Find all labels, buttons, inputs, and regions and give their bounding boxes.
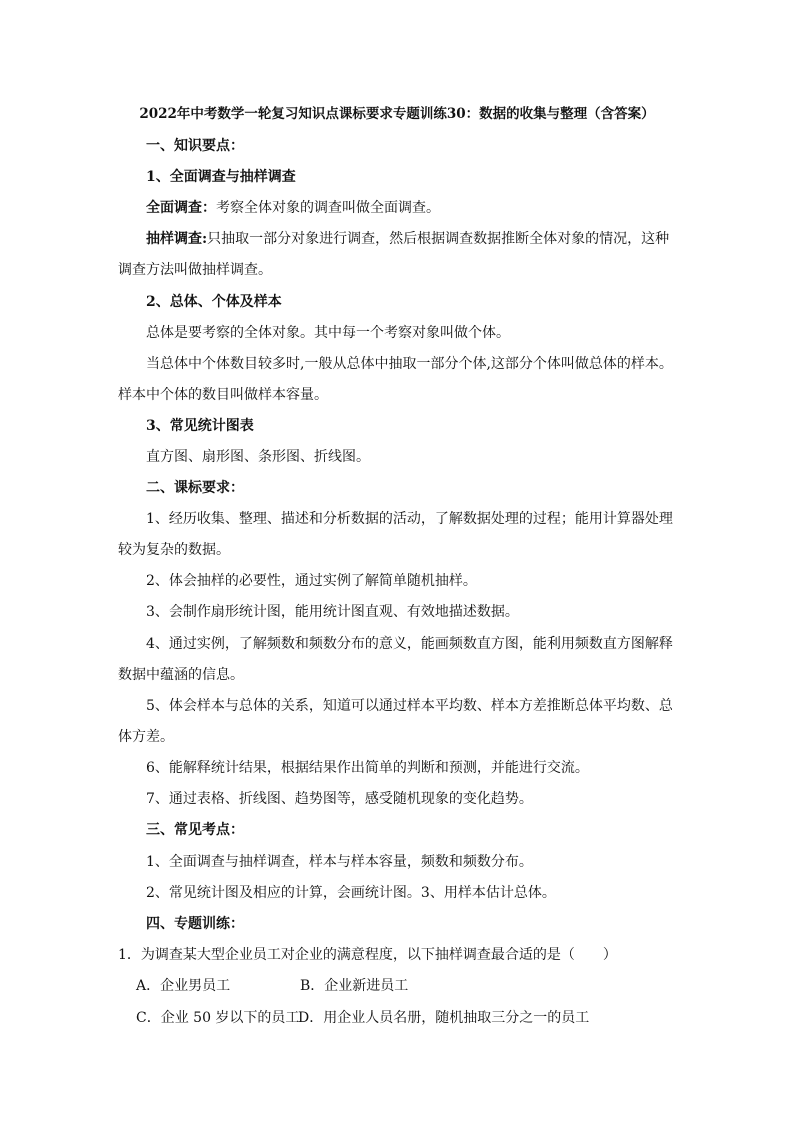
- full-survey-term: 全面调查：: [146, 200, 216, 216]
- chart-types-line: 直方图、扇形图、条形图、折线图。: [146, 449, 370, 465]
- requirement-2: 2、体会抽样的必要性，通过实例了解简单随机抽样。: [146, 573, 477, 589]
- question-1-option-c: C．企业 50 岁以下的员工: [136, 1010, 300, 1026]
- requirement-5: 5、体会样本与总体的关系，知道可以通过样本平均数、样本方差推断总体平均数、总: [146, 698, 673, 714]
- question-1-stem: 1．为调查某大型企业员工对企业的满意程度，以下抽样调查最合适的是（ ）: [118, 947, 617, 963]
- sample-survey-term: 抽样调查:: [146, 231, 208, 247]
- exam-point-1: 1、全面调查与抽样调查，样本与样本容量，频数和频数分布。: [146, 854, 533, 870]
- sample-line: 当总体中个体数目较多时,一般从总体中抽取一部分个体,这部分个体叫做总体的样本。: [146, 356, 673, 372]
- section-heading-knowledge: 一、知识要点：: [146, 138, 244, 154]
- subheading-population: 2、总体、个体及样本: [146, 294, 282, 310]
- population-line: 总体是要考察的全体对象。其中每一个考察对象叫做个体。: [146, 325, 510, 341]
- sample-survey-definition-cont: 调查方法叫做抽样调查。: [118, 262, 272, 278]
- subheading-charts: 3、常见统计图表: [146, 418, 254, 434]
- sample-line-cont: 样本中个体的数目叫做样本容量。: [118, 387, 328, 403]
- subheading-survey: 1、全面调查与抽样调查: [146, 169, 296, 185]
- requirement-5-cont: 体方差。: [118, 729, 174, 745]
- question-1-option-d: D．用企业人员名册，随机抽取三分之一的员工: [298, 1010, 590, 1026]
- section-heading-practice: 四、专题训练：: [146, 916, 244, 932]
- requirement-4: 4、通过实例，了解频数和频数分布的意义，能画频数直方图，能利用频数直方图解释: [146, 636, 673, 652]
- full-survey-paragraph: [146, 198, 676, 218]
- requirement-6: 6、能解释统计结果，根据结果作出简单的判断和预测，并能进行交流。: [146, 760, 589, 776]
- requirement-4-cont: 数据中蕴涵的信息。: [118, 667, 244, 683]
- exam-point-2: 2、常见统计图及相应的计算，会画统计图。3、用样本估计总体。: [146, 885, 556, 901]
- sample-survey-paragraph: [146, 229, 676, 249]
- sample-survey-definition: 只抽取一部分对象进行调查，然后根据调查数据推断全体对象的情况，这种: [207, 231, 670, 247]
- section-heading-requirements: 二、课标要求：: [146, 480, 244, 496]
- requirement-7: 7、通过表格、折线图、趋势图等，感受随机现象的变化趋势。: [146, 791, 533, 807]
- document-title: 2022年中考数学一轮复习知识点课标要求专题训练30：数据的收集与整理（含答案）: [139, 106, 655, 122]
- section-heading-exam-points: 三、常见考点：: [146, 822, 244, 838]
- requirement-3: 3、会制作扇形统计图，能用统计图直观、有效地描述数据。: [146, 604, 519, 620]
- question-1-option-b: B．企业新进员工: [300, 978, 409, 994]
- requirement-1-cont: 较为复杂的数据。: [118, 542, 230, 558]
- requirement-1: 1、经历收集、整理、描述和分析数据的活动，了解数据处理的过程；能用计算器处理: [146, 511, 673, 527]
- question-1-option-a: A．企业男员工: [136, 978, 231, 994]
- full-survey-definition: 考察全体对象的调查叫做全面调查。: [216, 200, 440, 216]
